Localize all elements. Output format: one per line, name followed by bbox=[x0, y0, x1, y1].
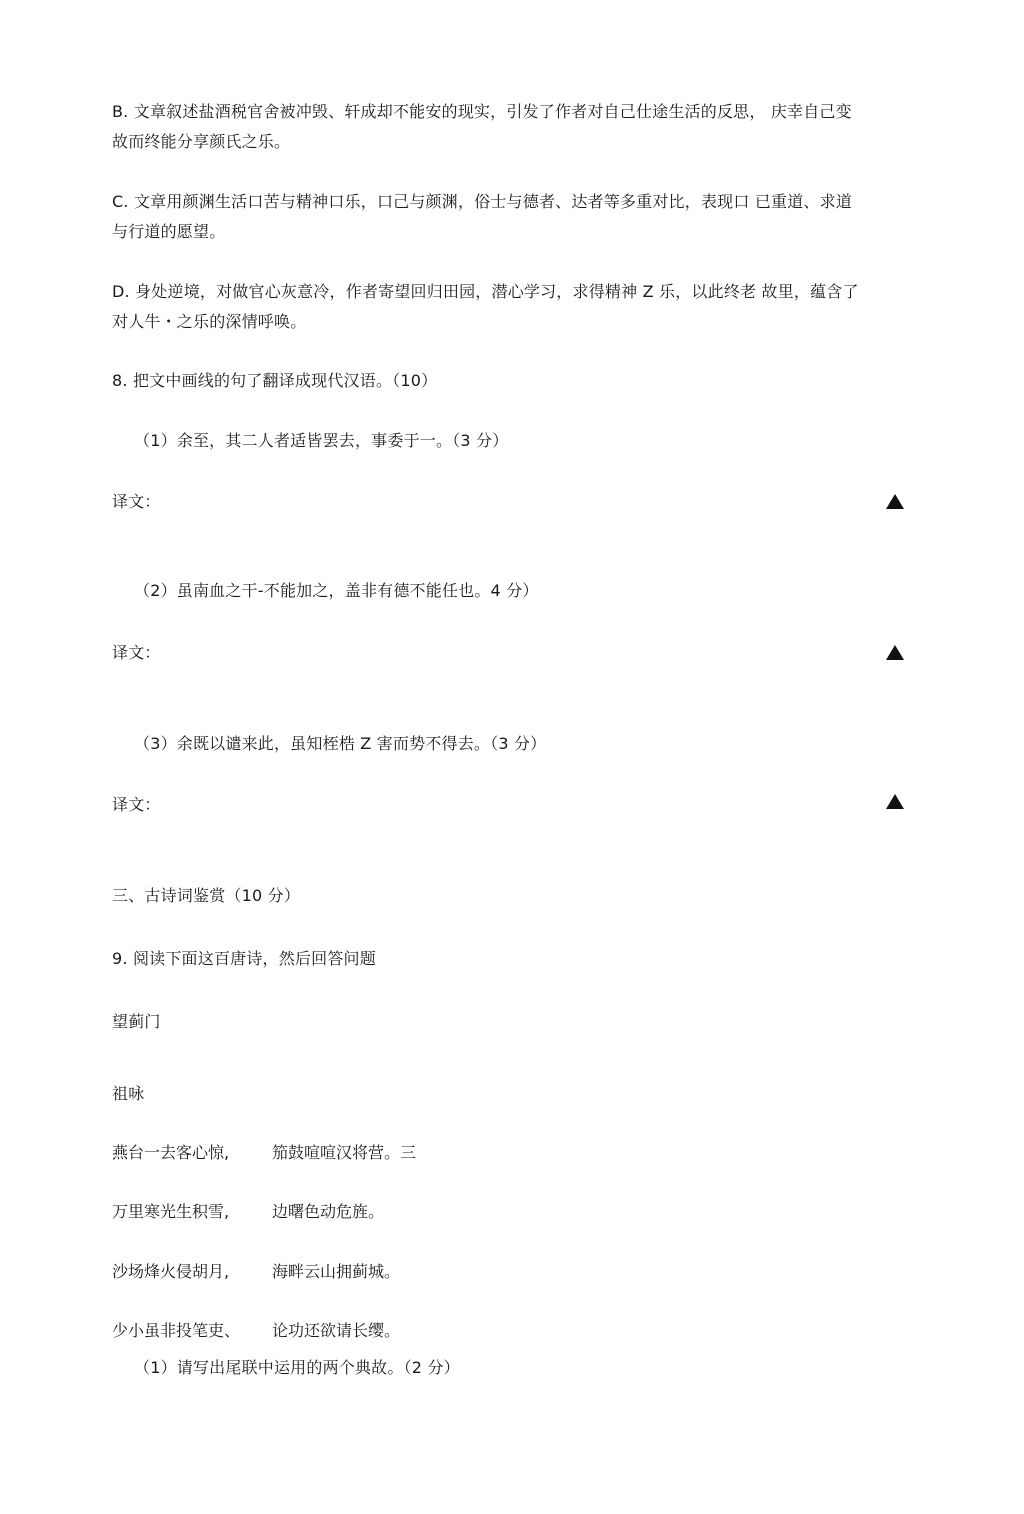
question-8-item-2-answer-label: 译文： bbox=[112, 643, 161, 662]
option-b-line1: B. 文章叙述盐酒税官舍被冲毁、轩成却不能安的现实，引发了作者对自己仕途生活的反思， 庆幸自己变 bbox=[112, 102, 852, 121]
poem-line-1-left: 燕台一去客心惊, bbox=[112, 1143, 230, 1162]
poem-line-2-right: 边曙色动危旌。 bbox=[272, 1202, 385, 1221]
triangle-marker-icon bbox=[886, 645, 904, 660]
poem-line-1-right: 笳鼓喧喧汉将营。三 bbox=[272, 1143, 417, 1162]
poem-line-3-right: 海畔云山拥蓟城。 bbox=[272, 1262, 401, 1281]
option-c-line2: 与行道的愿望。 bbox=[112, 222, 226, 241]
option-d-line1: D. 身处逆境，对做官心灰意冷，作者寄望回归田园，潜心学习，求得精神 Z 乐，以此终老 故里，蕴含了 bbox=[112, 282, 859, 301]
question-9-sub-1: （1）请写出尾联中运用的两个典故。（2 分） bbox=[134, 1358, 460, 1377]
poem-line-2-left: 万里寒光生积雪, bbox=[112, 1202, 230, 1221]
poem-title: 望蓟门 bbox=[112, 1012, 161, 1031]
question-8-item-1-prompt: （1）余至，其二人者适皆罢去，事委于一。（3 分） bbox=[134, 431, 509, 450]
option-d-line2: 对人牛・之乐的深情呼唤。 bbox=[112, 312, 307, 331]
option-c-line1: C. 文章用颜渊生活口苦与精神口乐，口己与颜渊，俗士与德者、达者等多重对比，表现口 已重道、求道 bbox=[112, 192, 853, 211]
triangle-marker-icon bbox=[886, 794, 904, 809]
question-9-title: 9. 阅读下面这百唐诗，然后回答问题 bbox=[112, 949, 376, 968]
triangle-marker-icon bbox=[886, 494, 904, 509]
question-8-title: 8. 把文中画线的句了翻译成现代汉语。（10） bbox=[112, 371, 438, 390]
option-b-line2: 故而终能分享颜氏之乐。 bbox=[112, 132, 291, 151]
question-8-item-3-answer-label: 译文： bbox=[112, 795, 161, 814]
poem-line-3-left: 沙场烽火侵胡月, bbox=[112, 1262, 230, 1281]
poem-line-4-left: 少小虽非投笔吏、 bbox=[112, 1321, 241, 1340]
question-8-item-1-answer-label: 译文： bbox=[112, 492, 161, 511]
section-3-heading: 三、古诗词鉴赏（10 分） bbox=[112, 886, 301, 905]
question-8-item-2-prompt: （2）虽南血之干-不能加之，盖非有德不能任也。4 分） bbox=[134, 581, 539, 600]
question-8-item-3-prompt: （3）余既以谴来此，虽知桎梏 Z 害而势不得去。（3 分） bbox=[134, 734, 547, 753]
poem-author: 祖咏 bbox=[112, 1084, 145, 1103]
poem-line-4-right: 论功还欲请长缨。 bbox=[272, 1321, 401, 1340]
